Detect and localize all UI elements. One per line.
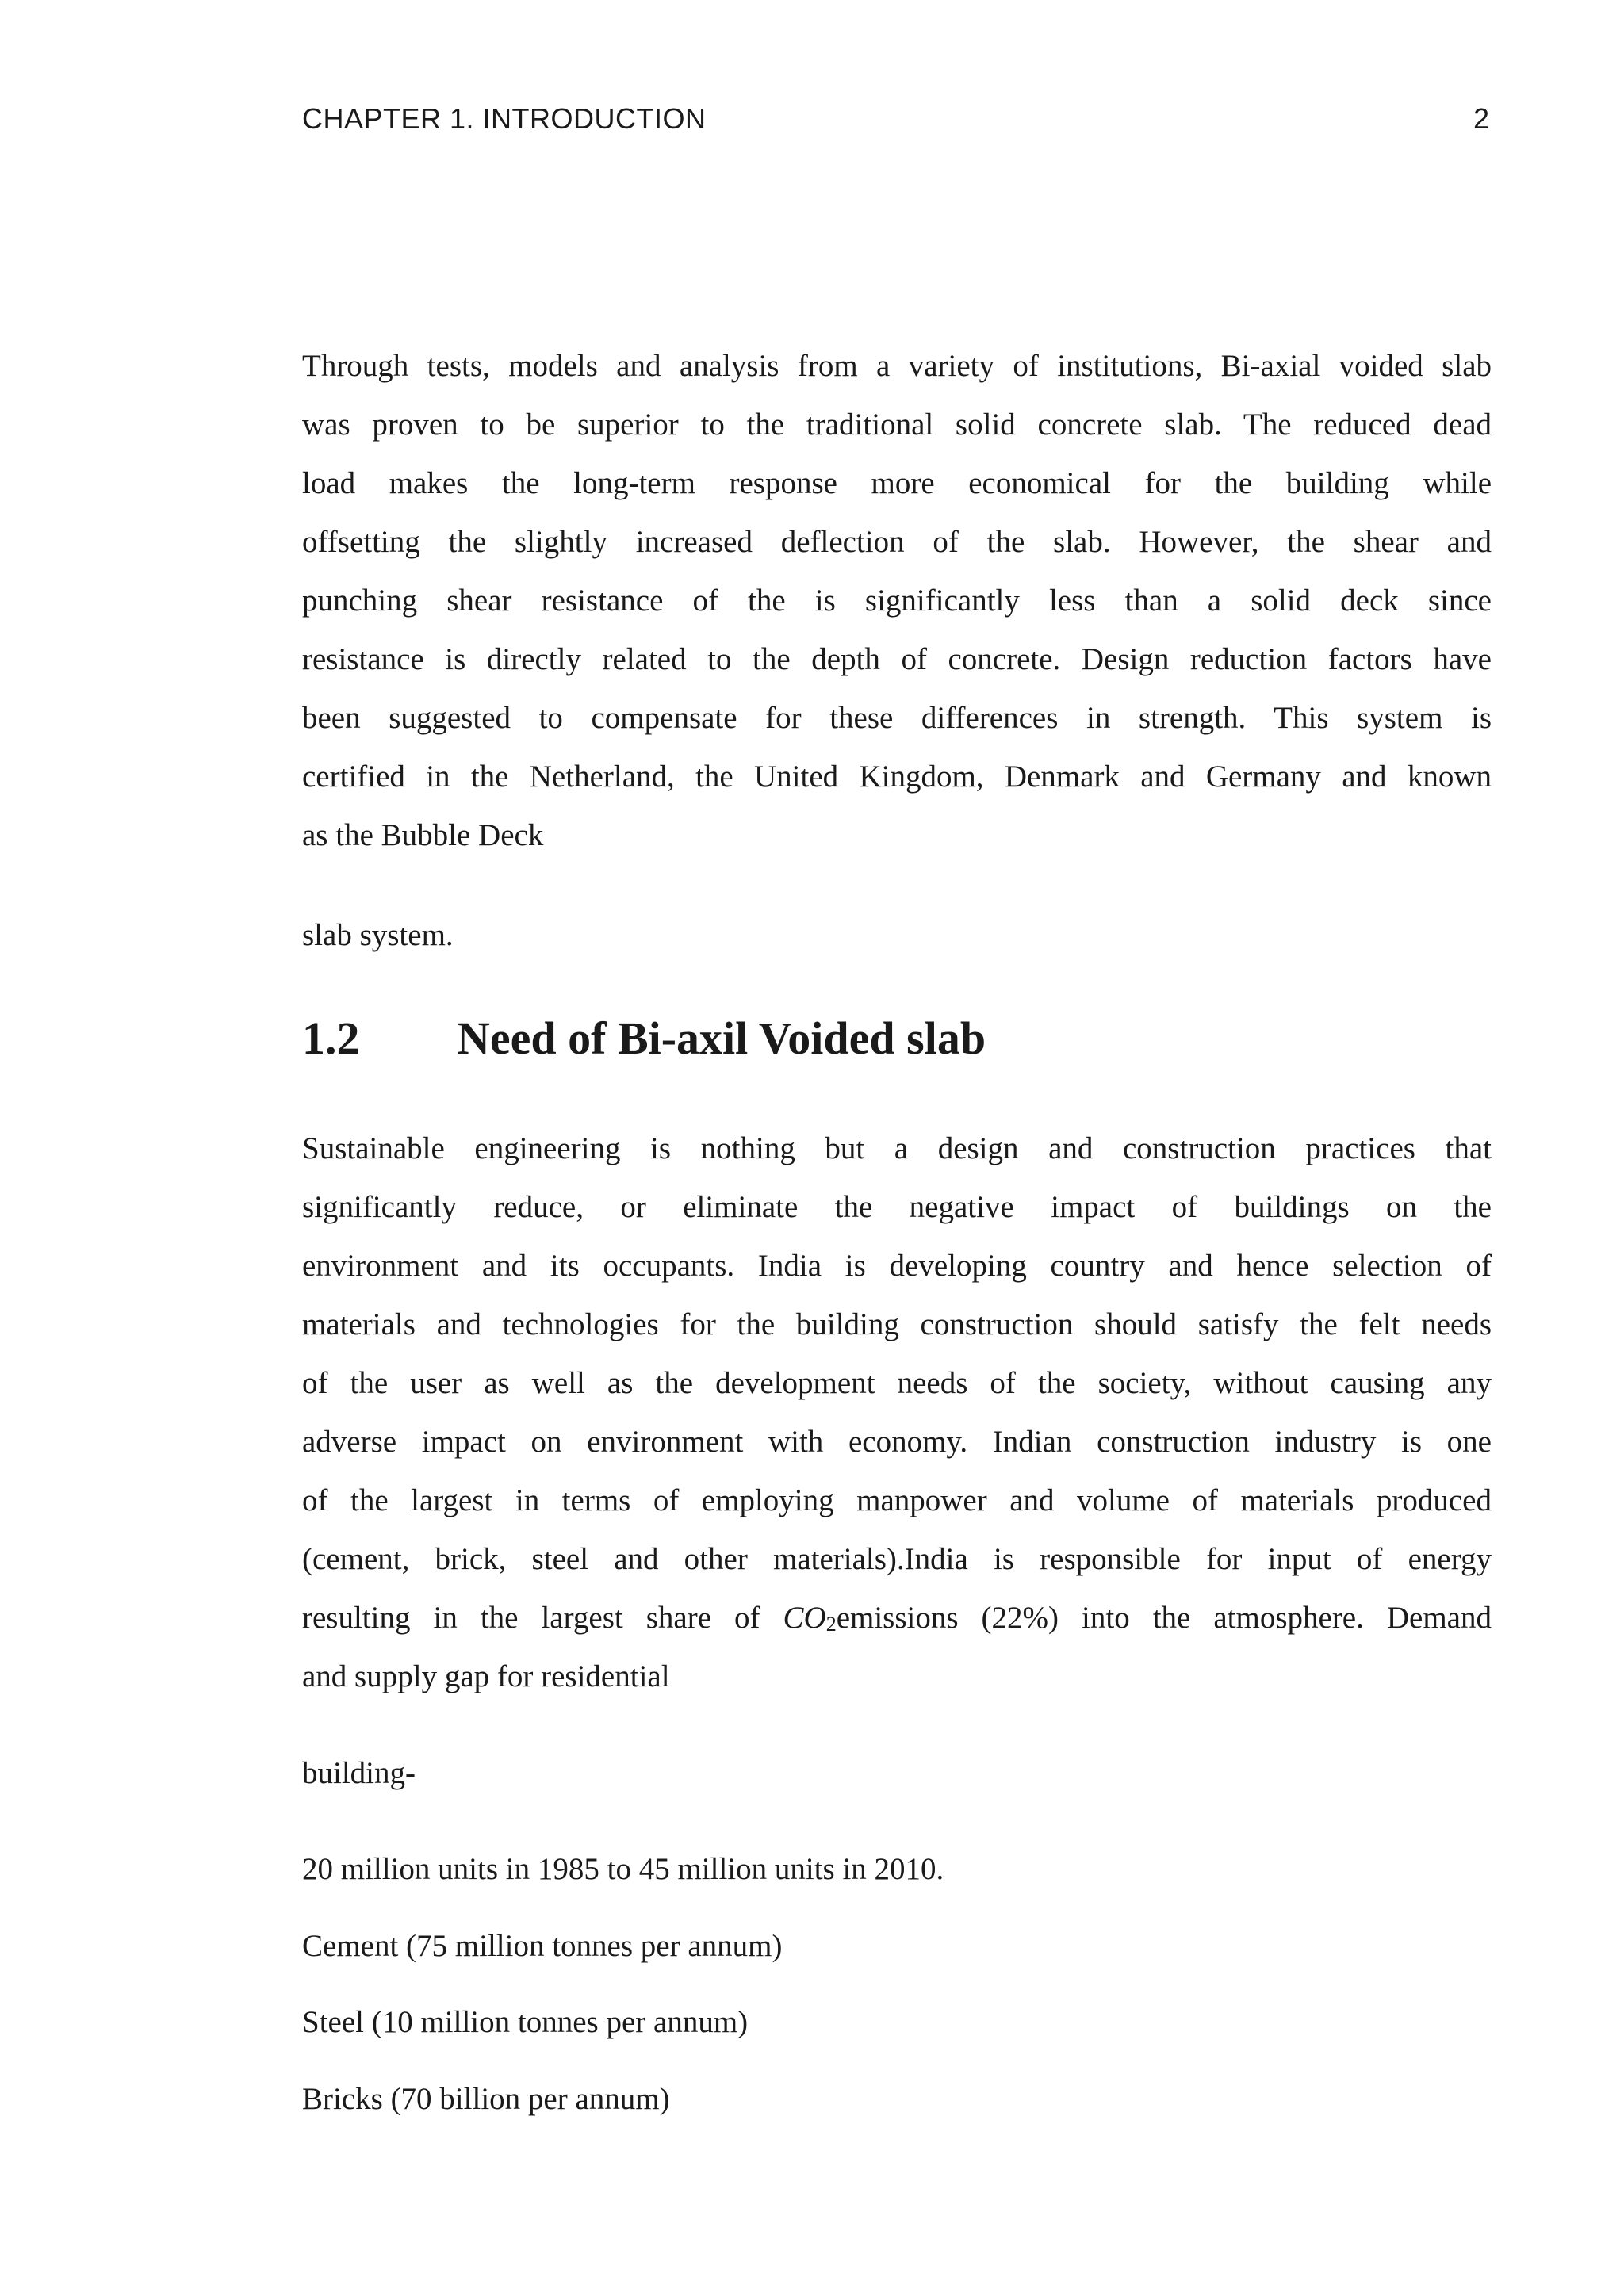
list-item: building- [302, 1756, 416, 1790]
paragraph-line-co2 [302, 1589, 1492, 1647]
paragraph-sustainable-engineering [302, 1119, 1492, 1706]
paragraph-line: was proven to be superior to the traditional solid concrete slab. The reduced dead [302, 408, 1492, 442]
paragraph-line: punching shear resistance of the is significantly less than a solid deck since [302, 584, 1492, 618]
paragraph-line: adverse impact on environment with economy. Indian construction industry is one [302, 1425, 1492, 1459]
paragraph-line: of the user as well as the development needs of the society, without causing any [302, 1366, 1492, 1400]
list-item: Cement (75 million tonnes per annum) [302, 1929, 783, 1963]
paragraph-line: significantly reduce, or eliminate the negative impact of buildings on the [302, 1190, 1492, 1224]
list-item: Bricks (70 billion per annum) [302, 2082, 670, 2116]
paragraph-line: and supply gap for residential [302, 1659, 670, 1693]
paragraph-line: resistance is directly related to the depth of concrete. Design reduction factors have [302, 642, 1492, 676]
paragraph-line: Through tests, models and analysis from a variety of institutions, Bi-axial voided slab [302, 349, 1492, 383]
page-number: 2 [1473, 102, 1489, 135]
paragraph-line: (cement, brick, steel and other materials).India is responsible for input of energy [302, 1542, 1492, 1576]
chapter-title: CHAPTER 1. INTRODUCTION [302, 102, 707, 135]
paragraph-line: materials and technologies for the building construction should satisfy the felt needs [302, 1307, 1492, 1341]
paragraph-line: load makes the long-term response more economical for the building while [302, 466, 1492, 500]
section-heading [302, 1007, 986, 1070]
list-item: Steel (10 million tonnes per annum) [302, 2005, 749, 2039]
paragraph-line: been suggested to compensate for these differences in strength. This system is [302, 701, 1492, 735]
list-item: 20 million units in 1985 to 45 million units in 2010. [302, 1852, 944, 1886]
paragraph-line: certified in the Netherland, the United Kingdom, Denmark and Germany and known [302, 760, 1492, 794]
paragraph-bi-axial-voided-slab [302, 337, 1492, 865]
co2-symbol: CO [783, 1601, 826, 1635]
paragraph-line: environment and its occupants. India is developing country and hence selection of [302, 1249, 1492, 1283]
co2-line-after: emissions (22%) into the atmosphere. Demand [836, 1601, 1492, 1635]
paragraph-line: Sustainable engineering is nothing but a design and construction practices that [302, 1131, 1492, 1165]
paragraph-line: as the Bubble Deck [302, 818, 544, 852]
paragraph-tail: slab system. [302, 918, 454, 952]
section-number: 1.2 [302, 1012, 360, 1064]
section-title: Need of Bi-axil Voided slab [457, 1012, 986, 1064]
paragraph-line: of the largest in terms of employing manpower and volume of materials produced [302, 1483, 1492, 1517]
paragraph-line: offsetting the slightly increased deflection of the slab. However, the shear and [302, 525, 1492, 559]
co2-subscript: 2 [825, 1613, 837, 1636]
co2-line-before: resulting in the largest share of [302, 1601, 783, 1635]
